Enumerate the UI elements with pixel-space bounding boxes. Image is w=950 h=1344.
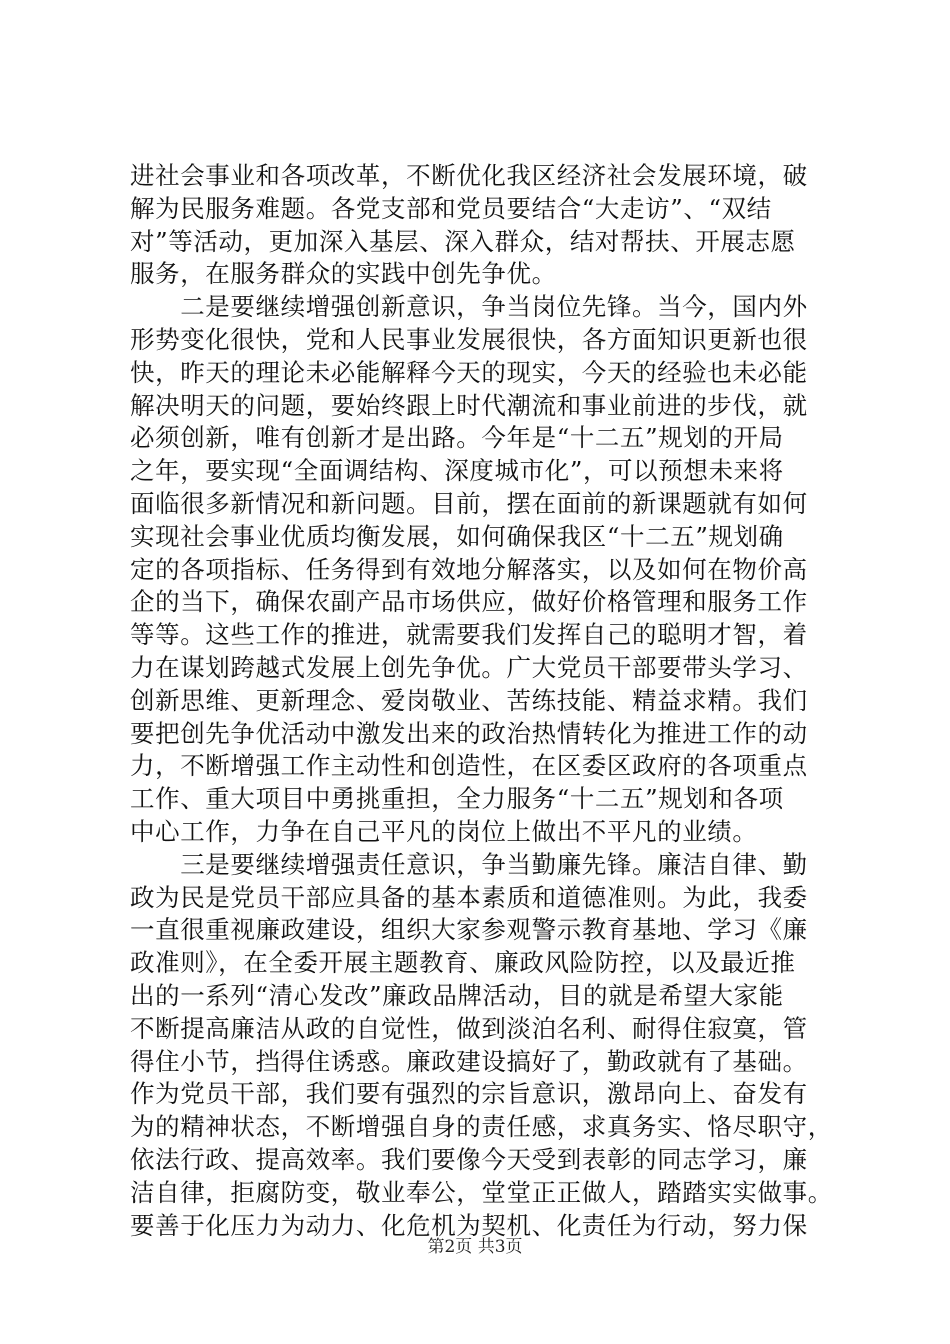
text-line: 出的一系列“清心发改”廉政品牌活动，目的就是希望大家能 <box>130 980 784 1010</box>
text-line: 企的当下，确保农副产品市场供应，做好价格管理和服务工作 <box>130 587 808 617</box>
text-line: 要善于化压力为动力、化危机为契机、化责任为行动，努力保 <box>130 1210 808 1240</box>
document-body <box>130 160 833 1242</box>
text-line: 力，不断增强工作主动性和创造性，在区委区政府的各项重点 <box>130 751 808 781</box>
text-line: 实现社会事业优质均衡发展，如何确保我区“十二五”规划确 <box>130 521 784 551</box>
text-line: 一直很重视廉政建设，组织大家参观警示教育基地、学习《廉 <box>130 915 808 945</box>
text-line: 政准则》，在全委开展主题教育、廉政风险防控，以及最近推 <box>130 948 796 978</box>
text-line: 定的各项指标、任务得到有效地分解落实，以及如何在物价高 <box>130 554 808 584</box>
text-line: 解决明天的问题，要始终跟上时代潮流和事业前进的步伐，就 <box>130 390 808 420</box>
text-line: 服务，在服务群众的实践中创先争优。 <box>130 259 557 289</box>
text-line: 三是要继续增强责任意识，争当勤廉先锋。廉洁自律、勤 <box>130 849 808 879</box>
text-line: 快，昨天的理论未必能解释今天的现实，今天的经验也未必能 <box>130 357 808 387</box>
text-line: 形势变化很快，党和人民事业发展很快，各方面知识更新也很 <box>130 324 808 354</box>
text-line: 得住小节，挡得住诱惑。廉政建设搞好了，勤政就有了基础。 <box>130 1046 808 1076</box>
text-line: 解为民服务难题。各党支部和党员要结合“大走访”、“双结 <box>130 193 772 223</box>
text-line: 面临很多新情况和新问题。目前，摆在面前的新课题就有如何 <box>130 488 808 518</box>
text-line: 对”等活动，更加深入基层、深入群众，结对帮扶、开展志愿 <box>130 226 796 256</box>
page-footer: 第2页 共3页 <box>427 1237 523 1257</box>
text-line: 要把创先争优活动中激发出来的政治热情转化为推进工作的动 <box>130 718 808 748</box>
text-line: 创新思维、更新理念、爱岗敬业、苦练技能、精益求精。我们 <box>130 685 808 715</box>
text-line: 政为民是党员干部应具备的基本素质和道德准则。为此，我委 <box>130 882 808 912</box>
text-line: 中心工作，力争在自己平凡的岗位上做出不平凡的业绩。 <box>130 816 758 846</box>
text-line: 作为党员干部，我们要有强烈的宗旨意识，激昂向上、奋发有 <box>130 1079 808 1109</box>
text-line: 等等。这些工作的推进，就需要我们发挥自己的聪明才智，着 <box>130 620 808 650</box>
text-line: 进社会事业和各项改革，不断优化我区经济社会发展环境，破 <box>130 161 808 190</box>
text-line: 之年，要实现“全面调结构、深度城市化”，可以预想未来将 <box>130 456 784 486</box>
text-line: 不断提高廉洁从政的自觉性，做到淡泊名利、耐得住寂寞，管 <box>130 1013 808 1043</box>
text-line: 必须创新，唯有创新才是出路。今年是“十二五”规划的开局 <box>130 423 784 453</box>
text-line: 工作、重大项目中勇挑重担，全力服务“十二五”规划和各项 <box>130 784 784 814</box>
text-line: 洁自律，拒腐防变，敬业奉公，堂堂正正做人，踏踏实实做事。 <box>130 1177 833 1207</box>
text-line: 二是要继续增强创新意识，争当岗位先锋。当今，国内外 <box>130 292 808 322</box>
text-line: 力在谋划跨越式发展上创先争优。广大党员干部要带头学习、 <box>130 652 808 682</box>
text-line: 为的精神状态，不断增强自身的责任感，求真务实、恪尽职守， <box>130 1112 833 1142</box>
text-line: 依法行政、提高效率。我们要像今天受到表彰的同志学习，廉 <box>130 1144 808 1174</box>
